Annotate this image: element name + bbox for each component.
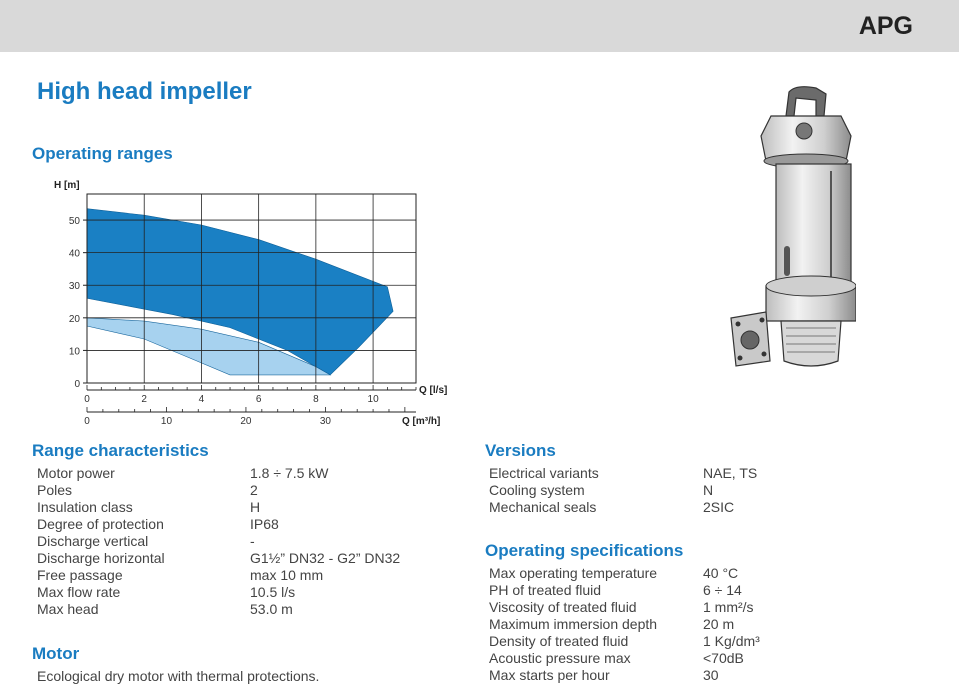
row-value: max 10 mm (250, 567, 324, 583)
x-tick-label: 2 (141, 394, 147, 405)
row-label: Discharge vertical (37, 533, 149, 549)
row-value: 30 (703, 667, 719, 683)
row-value: G1½” DN32 - G2” DN32 (250, 550, 401, 566)
x-axis-label: Q [l/s] (419, 385, 448, 396)
x2-tick-label: 30 (319, 416, 331, 427)
row-label: Viscosity of treated fluid (489, 599, 637, 615)
row-value: NAE, TS (703, 465, 758, 481)
header-bar (0, 0, 959, 52)
row-label: Max operating temperature (489, 565, 658, 581)
operating-range-chart (0, 170, 460, 435)
y-tick-label: 10 (68, 346, 80, 358)
row-value: 2SIC (703, 499, 735, 515)
row-label: Acoustic pressure max (489, 650, 631, 666)
row-value: 6 ÷ 14 (703, 582, 742, 598)
x-tick-label: 0 (84, 394, 90, 405)
row-value: 2 (250, 482, 258, 498)
y-axis-label: H [m] (54, 180, 80, 191)
motor-heading: Motor (32, 644, 80, 663)
versions-heading: Versions (485, 441, 556, 460)
row-label: Degree of protection (37, 516, 164, 532)
row-value: 10.5 l/s (250, 584, 296, 600)
operating-ranges-heading: Operating ranges (32, 144, 173, 163)
row-label: Discharge horizontal (37, 550, 165, 566)
table-row (37, 601, 400, 618)
row-value: 40 °C (703, 565, 739, 581)
row-value: 1 mm²/s (703, 599, 754, 615)
motor-description: Ecological dry motor with thermal protections. (37, 668, 320, 684)
y-tick-label: 50 (68, 216, 80, 228)
table-row (489, 633, 760, 650)
table-row (37, 482, 400, 499)
table-row (489, 499, 757, 516)
row-label: Max starts per hour (489, 667, 610, 683)
table-row (37, 516, 400, 533)
y-tick-label: 30 (68, 281, 80, 293)
brand-name: APG (858, 12, 913, 40)
row-label: Mechanical seals (489, 499, 597, 515)
table-row (489, 465, 757, 482)
table-row (489, 582, 760, 599)
page-title: High head impeller (37, 78, 252, 105)
table-row (37, 550, 400, 567)
x-tick-label: 10 (367, 394, 379, 405)
row-label: Cooling system (489, 482, 585, 498)
row-value: H (250, 499, 261, 515)
y-tick-label: 20 (68, 313, 80, 325)
table-row (489, 667, 760, 684)
row-value: 20 m (703, 616, 735, 632)
table-row (37, 584, 400, 601)
row-value: 1.8 ÷ 7.5 kW (250, 465, 329, 481)
row-value: N (703, 482, 714, 498)
row-label: Max head (37, 601, 99, 617)
table-row (489, 565, 760, 582)
table-row (37, 567, 400, 584)
row-label: Motor power (37, 465, 115, 481)
table-row (489, 599, 760, 616)
row-label: Free passage (37, 567, 123, 583)
x2-axis-label: Q [m³/h] (402, 416, 441, 427)
operating-specifications-heading: Operating specifications (485, 541, 684, 560)
range-characteristics-heading: Range characteristics (32, 441, 209, 460)
row-label: Insulation class (37, 499, 133, 515)
y-tick-label: 0 (74, 379, 80, 390)
pump-image (726, 86, 856, 386)
row-value: - (250, 533, 255, 549)
row-value: IP68 (250, 516, 279, 532)
x-tick-label: 4 (198, 394, 205, 405)
x2-tick-label: 0 (84, 416, 90, 427)
table-row (37, 499, 400, 516)
row-label: PH of treated fluid (489, 582, 602, 598)
x2-tick-label: 10 (160, 416, 173, 427)
row-label: Max flow rate (37, 584, 121, 600)
row-label: Maximum immersion depth (489, 616, 658, 632)
row-value: <70dB (703, 650, 744, 666)
x2-tick-label: 20 (240, 416, 252, 427)
y-tick-label: 40 (68, 248, 80, 260)
row-value: 53.0 m (250, 601, 293, 617)
versions-table (489, 465, 757, 516)
x-tick-label: 8 (313, 394, 319, 405)
table-row (489, 650, 760, 667)
table-row (37, 533, 400, 550)
table-row (37, 465, 400, 482)
row-label: Poles (37, 482, 73, 498)
row-value: 1 Kg/dm³ (703, 633, 760, 649)
operating-specifications-table (489, 565, 760, 684)
row-label: Density of treated fluid (489, 633, 629, 649)
x-tick-label: 6 (255, 394, 262, 405)
table-row (489, 482, 757, 499)
range-characteristics-table (37, 465, 400, 618)
row-label: Electrical variants (489, 465, 599, 481)
table-row (489, 616, 760, 633)
